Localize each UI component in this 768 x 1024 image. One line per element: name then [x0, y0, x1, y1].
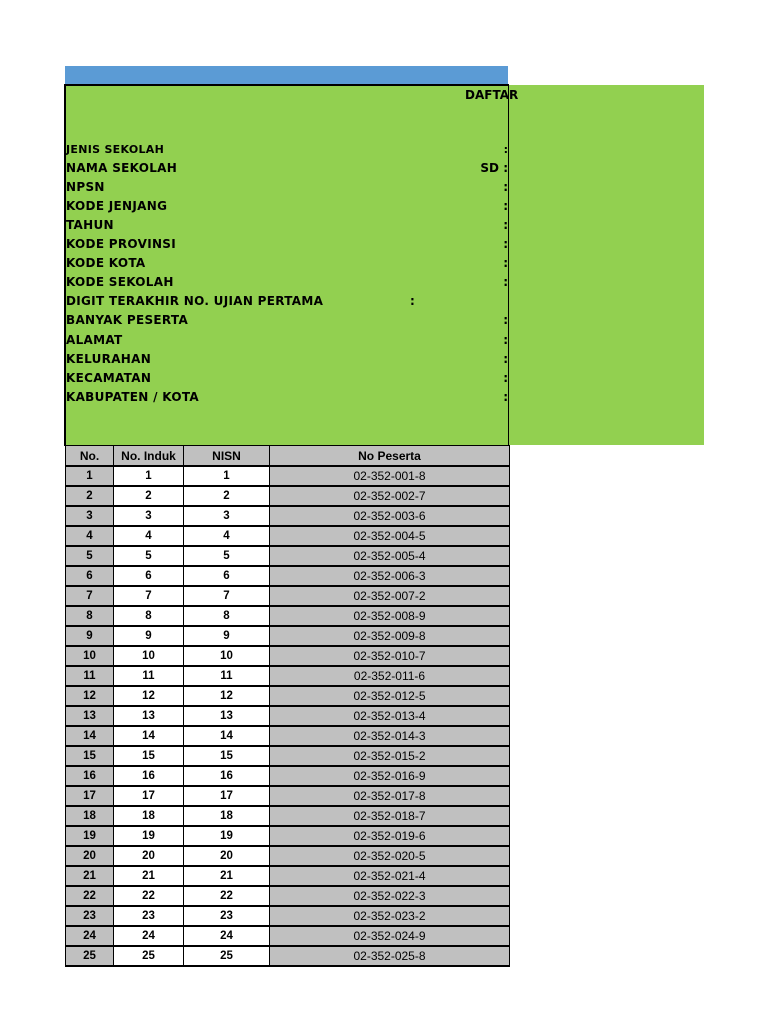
cell-no-induk[interactable]: 10	[114, 646, 184, 666]
field-jenis-sekolah[interactable]	[66, 141, 508, 158]
cell-no-peserta[interactable]: 02-352-019-6	[270, 826, 510, 846]
cell-no-induk[interactable]: 21	[114, 866, 184, 886]
cell-no[interactable]: 15	[66, 746, 114, 766]
table-row	[66, 926, 510, 946]
cell-no-induk[interactable]: 2	[114, 486, 184, 506]
cell-no-induk[interactable]: 18	[114, 806, 184, 826]
cell-no[interactable]: 19	[66, 826, 114, 846]
table-row	[66, 466, 510, 486]
cell-nisn[interactable]: 14	[184, 726, 270, 746]
field-label: DIGIT TERAKHIR NO. UJIAN PERTAMA	[66, 294, 324, 308]
field-label: KABUPATEN / KOTA	[66, 390, 199, 404]
cell-nisn[interactable]: 2	[184, 486, 270, 506]
table-row	[66, 526, 510, 546]
cell-no-peserta[interactable]: 02-352-004-5	[270, 526, 510, 546]
cell-no-induk[interactable]: 13	[114, 706, 184, 726]
cell-nisn[interactable]: 11	[184, 666, 270, 686]
field-label: KELURAHAN	[66, 352, 152, 366]
field-label: TAHUN	[66, 218, 114, 232]
cell-no[interactable]: 10	[66, 646, 114, 666]
cell-no[interactable]: 1	[66, 466, 114, 486]
cell-nisn[interactable]: 1	[184, 466, 270, 486]
field-kode-provinsi[interactable]	[66, 236, 508, 253]
cell-no-peserta[interactable]: 02-352-008-9	[270, 606, 510, 626]
field-colon: SD :	[480, 161, 508, 175]
cell-no[interactable]: 6	[66, 566, 114, 586]
table-row	[66, 646, 510, 666]
cell-no-peserta[interactable]: 02-352-020-5	[270, 846, 510, 866]
table-row	[66, 826, 510, 846]
field-label: KODE SEKOLAH	[66, 275, 174, 289]
cell-nisn[interactable]: 9	[184, 626, 270, 646]
field-kode-sekolah[interactable]	[66, 274, 508, 291]
header-band	[65, 66, 508, 85]
table-row	[66, 786, 510, 806]
field-colon: :	[503, 256, 508, 270]
cell-no-induk[interactable]: 11	[114, 666, 184, 686]
cell-nisn[interactable]: 13	[184, 706, 270, 726]
cell-no-peserta[interactable]: 02-352-003-6	[270, 506, 510, 526]
cell-no-peserta[interactable]: 02-352-025-8	[270, 946, 510, 966]
cell-no-peserta[interactable]: 02-352-017-8	[270, 786, 510, 806]
field-colon: :	[503, 275, 508, 289]
cell-nisn[interactable]: 4	[184, 526, 270, 546]
cell-nisn[interactable]: 12	[184, 686, 270, 706]
cell-nisn[interactable]: 8	[184, 606, 270, 626]
table-row	[66, 626, 510, 646]
field-label: JENIS SEKOLAH	[66, 143, 165, 156]
field-colon: :	[410, 294, 415, 308]
field-label: KODE KOTA	[66, 256, 146, 270]
cell-no[interactable]: 21	[66, 866, 114, 886]
table-header-row	[66, 446, 510, 467]
table-row	[66, 846, 510, 866]
cell-no-induk[interactable]: 25	[114, 946, 184, 966]
cell-nisn[interactable]: 18	[184, 806, 270, 826]
table-row	[66, 946, 510, 966]
cell-no[interactable]: 8	[66, 606, 114, 626]
field-tahun[interactable]	[66, 217, 508, 234]
table-row	[66, 486, 510, 506]
cell-no-induk[interactable]: 7	[114, 586, 184, 606]
cell-no[interactable]: 14	[66, 726, 114, 746]
cell-no[interactable]: 17	[66, 786, 114, 806]
field-colon: :	[503, 218, 508, 232]
cell-no[interactable]: 23	[66, 906, 114, 926]
cell-no[interactable]: 4	[66, 526, 114, 546]
cell-no[interactable]: 18	[66, 806, 114, 826]
panel-border-right	[508, 84, 509, 446]
cell-no-induk[interactable]: 9	[114, 626, 184, 646]
field-colon: :	[503, 237, 508, 251]
cell-no[interactable]: 13	[66, 706, 114, 726]
cell-no-induk[interactable]: 17	[114, 786, 184, 806]
cell-nisn[interactable]: 16	[184, 766, 270, 786]
cell-nisn[interactable]: 3	[184, 506, 270, 526]
field-colon: :	[503, 390, 508, 404]
field-digit-terakhir[interactable]	[66, 293, 508, 310]
page-title: DAFTAR	[465, 88, 519, 102]
table-row	[66, 546, 510, 566]
field-kelurahan[interactable]	[66, 351, 508, 368]
cell-no-peserta[interactable]: 02-352-005-4	[270, 546, 510, 566]
cell-no-peserta[interactable]: 02-352-018-7	[270, 806, 510, 826]
col-header-nisn[interactable]: NISN	[184, 446, 270, 467]
cell-no-induk[interactable]: 6	[114, 566, 184, 586]
table-body	[66, 466, 510, 966]
field-colon: :	[503, 180, 508, 194]
cell-no-induk[interactable]: 15	[114, 746, 184, 766]
cell-no-induk[interactable]: 1	[114, 466, 184, 486]
cell-nisn[interactable]: 15	[184, 746, 270, 766]
cell-no-peserta[interactable]: 02-352-007-2	[270, 586, 510, 606]
cell-no-induk[interactable]: 14	[114, 726, 184, 746]
cell-no-induk[interactable]: 3	[114, 506, 184, 526]
cell-no-peserta[interactable]: 02-352-012-5	[270, 686, 510, 706]
cell-nisn[interactable]: 20	[184, 846, 270, 866]
cell-no[interactable]: 12	[66, 686, 114, 706]
cell-no-induk[interactable]: 24	[114, 926, 184, 946]
field-kode-kota[interactable]	[66, 255, 508, 272]
cell-no-induk[interactable]: 4	[114, 526, 184, 546]
cell-no-induk[interactable]: 23	[114, 906, 184, 926]
cell-no-induk[interactable]: 20	[114, 846, 184, 866]
table-row	[66, 866, 510, 886]
cell-no[interactable]: 16	[66, 766, 114, 786]
cell-no-induk[interactable]: 16	[114, 766, 184, 786]
cell-no-peserta[interactable]: 02-352-016-9	[270, 766, 510, 786]
field-kode-jenjang[interactable]	[66, 198, 508, 215]
col-header-no-induk[interactable]: No. Induk	[114, 446, 184, 467]
field-colon: :	[503, 199, 508, 213]
cell-no[interactable]: 5	[66, 546, 114, 566]
col-header-no-peserta[interactable]: No Peserta	[270, 446, 510, 467]
cell-nisn[interactable]: 24	[184, 926, 270, 946]
field-npsn[interactable]	[66, 179, 508, 196]
field-label: NPSN	[66, 180, 105, 194]
field-colon: :	[503, 371, 508, 385]
field-colon: :	[503, 333, 508, 347]
field-banyak-peserta[interactable]	[66, 312, 508, 329]
field-label: BANYAK PESERTA	[66, 313, 189, 327]
cell-nisn[interactable]: 25	[184, 946, 270, 966]
cell-no[interactable]: 7	[66, 586, 114, 606]
cell-no[interactable]: 22	[66, 886, 114, 906]
cell-no-induk[interactable]: 22	[114, 886, 184, 906]
field-colon: :	[503, 352, 508, 366]
table-row	[66, 886, 510, 906]
table-row	[66, 746, 510, 766]
cell-no-peserta[interactable]: 02-352-011-6	[270, 666, 510, 686]
panel-border-top	[64, 84, 509, 86]
table-row	[66, 666, 510, 686]
table-row	[66, 566, 510, 586]
table-row	[66, 726, 510, 746]
cell-no-peserta[interactable]: 02-352-013-4	[270, 706, 510, 726]
cell-no-induk[interactable]: 12	[114, 686, 184, 706]
cell-no[interactable]: 3	[66, 506, 114, 526]
cell-no-peserta[interactable]: 02-352-006-3	[270, 566, 510, 586]
cell-no-peserta[interactable]: 02-352-014-3	[270, 726, 510, 746]
cell-nisn[interactable]: 5	[184, 546, 270, 566]
cell-no-peserta[interactable]: 02-352-015-2	[270, 746, 510, 766]
cell-no-peserta[interactable]: 02-352-021-4	[270, 866, 510, 886]
col-header-no[interactable]: No.	[66, 446, 114, 467]
field-label: KECAMATAN	[66, 371, 152, 385]
table-row	[66, 706, 510, 726]
cell-no[interactable]: 9	[66, 626, 114, 646]
cell-nisn[interactable]: 17	[184, 786, 270, 806]
table-row	[66, 806, 510, 826]
cell-no-peserta[interactable]: 02-352-001-8	[270, 466, 510, 486]
table-row	[66, 586, 510, 606]
cell-no[interactable]: 20	[66, 846, 114, 866]
field-kecamatan[interactable]	[66, 370, 508, 387]
cell-nisn[interactable]: 10	[184, 646, 270, 666]
field-kabupaten-kota[interactable]	[66, 389, 508, 406]
cell-no-induk[interactable]: 5	[114, 546, 184, 566]
table-row	[66, 906, 510, 926]
cell-no[interactable]: 11	[66, 666, 114, 686]
cell-nisn[interactable]: 22	[184, 886, 270, 906]
cell-no-induk[interactable]: 19	[114, 826, 184, 846]
field-label: NAMA SEKOLAH	[66, 161, 178, 175]
participant-table	[65, 445, 510, 967]
cell-no-peserta[interactable]: 02-352-009-8	[270, 626, 510, 646]
cell-no-peserta[interactable]: 02-352-024-9	[270, 926, 510, 946]
cell-no-peserta[interactable]: 02-352-022-3	[270, 886, 510, 906]
cell-no[interactable]: 24	[66, 926, 114, 946]
field-label: ALAMAT	[66, 333, 123, 347]
field-label: KODE PROVINSI	[66, 237, 177, 251]
field-label: KODE JENJANG	[66, 199, 168, 213]
table-row	[66, 766, 510, 786]
field-nama-sekolah[interactable]	[66, 160, 508, 177]
field-alamat[interactable]	[66, 332, 508, 349]
cell-nisn[interactable]: 21	[184, 866, 270, 886]
cell-nisn[interactable]: 6	[184, 566, 270, 586]
table-row	[66, 686, 510, 706]
cell-no-induk[interactable]: 8	[114, 606, 184, 626]
cell-nisn[interactable]: 19	[184, 826, 270, 846]
field-colon: :	[503, 143, 508, 156]
cell-no-peserta[interactable]: 02-352-023-2	[270, 906, 510, 926]
cell-no-peserta[interactable]: 02-352-002-7	[270, 486, 510, 506]
field-colon: :	[503, 313, 508, 327]
table-row	[66, 506, 510, 526]
table-row	[66, 606, 510, 626]
cell-no[interactable]: 2	[66, 486, 114, 506]
cell-no-peserta[interactable]: 02-352-010-7	[270, 646, 510, 666]
cell-no[interactable]: 25	[66, 946, 114, 966]
cell-nisn[interactable]: 23	[184, 906, 270, 926]
cell-nisn[interactable]: 7	[184, 586, 270, 606]
